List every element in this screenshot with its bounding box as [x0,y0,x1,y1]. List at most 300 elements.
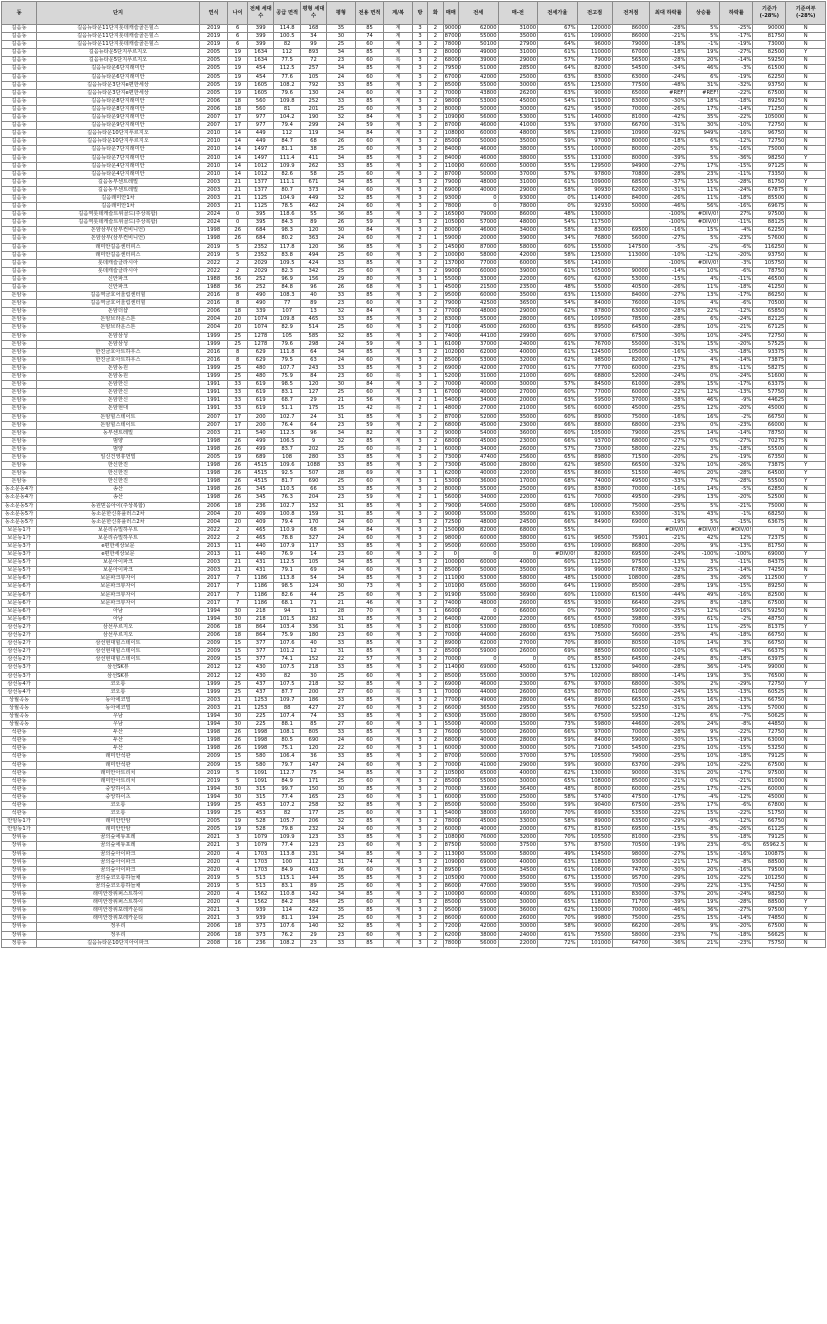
cell-built-year: 2003 [199,186,228,194]
cell-drop-rate: -14% [720,57,753,65]
cell-built-year: 2020 [199,850,228,858]
cell-drop-rate: -6% [720,267,753,275]
cell-max-drop: -25% [650,607,687,615]
cell-jeonse: 50000 [458,753,498,761]
cell-gap: 39000 [498,235,538,243]
cell-total-households: 528 [248,826,274,834]
cell-jeonse: 55000 [458,316,498,324]
cell-pyeong: 32 [327,680,356,688]
cell-drop-rate: -28% [720,899,753,907]
cell-built-year: 1998 [199,235,228,243]
cell-rooms: 3 [412,599,427,607]
cell-stair-corridor: 계 [384,907,413,915]
cell-jeonse-ratio: 56% [538,712,578,720]
cell-complex: 래미안석관 [37,761,200,769]
cell-rise-rate: 19% [687,899,720,907]
cell-type-households: 200 [300,688,326,696]
cell-max-drop: -5% [650,243,687,251]
table-row [2,146,826,154]
cell-low: 63500 [612,818,649,826]
cell-total-households: 409 [248,510,274,518]
cell-pyeong: 34 [327,769,356,777]
cell-age: 3 [228,834,248,842]
cell-jeonse: 55000 [458,486,498,494]
cell-type-households: 30 [300,672,326,680]
cell-pyeong: 31 [327,413,356,421]
cell-stair-corridor: 계 [384,138,413,146]
cell-dong: 길음동 [2,49,37,57]
cell-jeonse-ratio: 60% [538,559,578,567]
cell-stair-corridor: 계 [384,769,413,777]
cell-supply-area: 105 [274,332,300,340]
cell-sale-price: 70000 [444,656,462,663]
cell-jeonse-ratio: 58% [538,793,578,801]
cell-pyeong: 22 [327,656,356,664]
cell-rise-rate: 17% [687,162,720,170]
table-row [2,65,826,73]
cell-gap: 26000 [498,445,538,453]
cell-pyeong: 25 [327,324,356,332]
cell-type-households: 68 [300,138,326,146]
cell-total-households: 431 [248,567,274,575]
cell-drop-rate: -27% [720,49,753,57]
cell-total-households: 377 [248,648,274,656]
cell-exclusive-area: 60 [355,793,384,801]
table-row [2,445,826,453]
cell-max-drop: -24% [650,373,687,381]
cell-drop-rate: -14% [720,915,753,923]
cell-dong: 석관동 [2,802,37,810]
cell-complex: 정우리 [37,923,200,931]
cell-jeonse-ratio: 68% [538,502,578,510]
table-row [2,551,826,559]
table-row [2,907,826,915]
cell-rooms: 3 [412,73,427,81]
cell-base-flag: N [786,235,826,243]
cell-rooms: 3 [412,186,427,194]
cell-peak: 55000 [577,284,612,292]
cell-peak: 89000 [577,818,612,826]
cell-exclusive-area: 59 [355,421,384,429]
cell-built-year: 1999 [199,332,228,340]
cell-age: 5 [228,874,248,882]
cell-jeonse-ratio: 60% [538,891,578,899]
cell-type-households: 792 [300,81,326,89]
cell-max-drop: -14% [650,267,687,275]
cell-type-households: 120 [300,745,326,753]
cell-rooms: 3 [412,931,427,939]
cell-complex: 길음동부센트레빌 [37,178,200,186]
cell-max-drop: -24% [650,688,687,696]
cell-stair-corridor: 계 [384,915,413,923]
cell-built-year: 2020 [199,866,228,874]
cell-max-drop: -27% [650,235,687,243]
cell-complex: 한신한진 [37,478,200,486]
cell-total-households: 218 [248,607,274,615]
cell-stair-corridor: 계 [384,518,413,526]
cell-exclusive-area: 85 [355,680,384,688]
table-row [2,348,826,356]
cell-complex: 길음역금호어울림센터힐 [37,292,200,300]
cell-peak: 90000 [577,89,612,97]
cell-age: 33 [228,397,248,405]
cell-drop-rate: 27% [720,211,753,219]
cell-bathrooms: 2 [428,413,443,421]
cell-type-households: 40 [300,292,326,300]
cell-rooms: 3 [412,769,427,777]
cell-jeonse-ratio: 65% [538,899,578,907]
cell-bathrooms: 2 [428,858,443,866]
cell-age: 25 [228,688,248,696]
cell-pyeong: 26 [327,284,356,292]
cell-base-price: 52500 [753,494,786,502]
cell-peak: 115000 [577,292,612,300]
cell-rise-rate: 0% [687,777,720,785]
cell-total-households: 409 [248,518,274,526]
cell-sale-price: 68000 [444,737,462,744]
cell-bathrooms: 2 [428,842,443,850]
cell-rooms: 3 [412,923,427,931]
header-pyeong: 평형 [327,2,356,25]
cell-jeonse-ratio: 69% [538,648,578,656]
cell-rise-rate: 5% [687,518,720,526]
cell-stair-corridor: 계 [384,437,413,445]
cell-drop-rate: -8% [720,858,753,866]
cell-bathrooms: 2 [428,332,443,340]
cell-complex: 길음뉴타운8단지래미안 [37,105,200,113]
cell-complex: 우남 [37,721,200,729]
cell-jeonse-ratio: 68% [538,478,578,486]
cell-complex: 돈암동원 [37,373,200,381]
table-row [2,397,826,405]
cell-rooms: 3 [412,486,427,494]
cell-built-year: 2013 [199,551,228,559]
cell-base-price: 58275 [753,364,786,372]
cell-total-households: 1605 [248,81,274,89]
cell-base-flag: N [786,429,826,437]
cell-complex: 래미안아트리치 [37,769,200,777]
cell-built-year: 1994 [199,615,228,623]
cell-rise-rate: 49% [687,591,720,599]
cell-dong: 길음동 [2,65,37,73]
cell-low: 64700 [612,939,649,947]
cell-max-drop: -36% [650,939,687,947]
cell-bathrooms: 2 [428,194,443,202]
cell-dong: 장위동 [2,899,37,907]
cell-bathrooms: 2 [428,203,443,211]
cell-gap: 35000 [498,33,538,41]
cell-jeonse-ratio: 73% [538,721,578,729]
cell-max-drop: -28% [650,381,687,389]
cell-built-year: 2004 [199,324,228,332]
cell-supply-area: 84.9 [274,777,300,785]
cell-base-price: 66750 [753,640,786,648]
cell-built-year: 2003 [199,704,228,712]
cell-drop-rate: -18% [720,445,753,453]
cell-pyeong: 30 [327,33,356,41]
cell-rooms: 3 [412,842,427,850]
cell-built-year: 1999 [199,364,228,372]
cell-complex: 신안파크 [37,275,200,283]
cell-base-flag: Y [786,478,826,486]
cell-built-year: 2021 [199,907,228,915]
cell-built-year: 1991 [199,397,228,405]
cell-gap: 32000 [498,834,538,842]
cell-stair-corridor: 계 [384,874,413,882]
cell-bathrooms: 2 [428,939,443,947]
cell-max-drop: -28% [650,664,687,672]
cell-low: 67500 [612,332,649,340]
cell-exclusive-area: 85 [355,49,384,57]
cell-sale-price: 0 [443,551,458,559]
cell-built-year: 1994 [199,793,228,801]
cell-bathrooms: 2 [428,122,443,130]
cell-rooms: 3 [412,429,427,437]
cell-complex: 동소문한신휴플러스2차 [37,510,200,518]
cell-age: 6 [228,41,248,49]
cell-rooms: 3 [412,138,427,146]
cell-gap: 23000 [498,437,538,445]
cell-jeonse-ratio: 61% [538,866,578,874]
cell-sale-price: 85000 [444,567,462,574]
cell-type-households: 182 [300,615,326,623]
cell-jeonse: 34000 [458,397,498,405]
cell-built-year: 2021 [199,842,228,850]
cell-exclusive-area: 60 [355,591,384,599]
cell-jeonse: 57000 [458,219,498,227]
cell-total-households: 377 [248,656,274,664]
cell-total-households: 580 [248,753,274,761]
cell-age: 26 [228,462,248,470]
cell-gap: 38000 [498,534,538,542]
cell-supply-area: 108.3 [274,292,300,300]
cell-rise-rate: -8% [687,826,720,834]
cell-base-flag: N [786,251,826,259]
cell-built-year: 2006 [199,931,228,939]
header-sale-price: 매매 [443,2,458,25]
cell-age: 21 [228,203,248,211]
cell-rise-rate: -2% [687,243,720,251]
cell-max-drop: -28% [650,575,687,583]
cell-base-flag: N [786,810,826,818]
cell-rise-rate: 56% [687,203,720,211]
cell-peak: 69000 [577,810,612,818]
cell-jeonse: 46000 [458,227,498,235]
cell-sale-price: 70000 [444,785,462,792]
cell-type-households: 258 [300,802,326,810]
cell-rooms: 3 [412,510,427,518]
cell-bathrooms: 2 [428,599,443,607]
cell-drop-rate: -12% [720,138,753,146]
cell-built-year: 1988 [199,284,228,292]
cell-sale-price: 77000 [444,696,462,703]
cell-total-households: 629 [248,356,274,364]
cell-base-flag: N [786,761,826,769]
cell-dong: 동소문동5가 [2,518,37,526]
cell-complex: 길음뉴타운4단지래미안 [37,162,200,170]
table-row [2,882,826,890]
cell-pyeong: 24 [327,235,356,243]
cell-built-year: 2022 [199,534,228,542]
cell-jeonse-ratio: 62% [538,105,578,113]
cell-jeonse: 60000 [458,891,498,899]
cell-built-year: 2016 [199,348,228,356]
cell-gap: 28500 [498,65,538,73]
cell-dong: 석관동 [2,729,37,737]
cell-low: 63700 [612,761,649,769]
cell-age: 26 [228,729,248,737]
cell-jeonse: 54000 [458,502,498,510]
cell-pyeong: 33 [327,97,356,105]
cell-built-year: 2004 [199,316,228,324]
cell-base-flag: N [786,348,826,356]
cell-max-drop: -30% [650,332,687,340]
cell-stair-corridor: 계 [384,632,413,640]
cell-complex: 두산 [37,729,200,737]
cell-max-drop: -21% [650,858,687,866]
cell-base-price: 66750 [753,413,786,421]
header-drop-rate: 하락률 [720,2,753,25]
cell-stair-corridor: 계 [384,211,413,219]
cell-supply-area: 117.8 [274,243,300,251]
table-row [2,138,826,146]
cell-total-households: 2029 [248,267,274,275]
cell-stair-corridor: 계 [384,41,413,49]
cell-base-price: 82500 [753,591,786,599]
cell-gap: 40000 [498,559,538,567]
cell-supply-area: 82.6 [274,170,300,178]
cell-rise-rate: 10% [687,324,720,332]
cell-gap: 27000 [498,364,538,372]
cell-peak: 79000 [577,607,612,615]
cell-rise-rate: 5% [687,834,720,842]
cell-rise-rate: 7% [687,478,720,486]
cell-low: 68000 [612,421,649,429]
cell-pyeong: 23 [327,632,356,640]
cell-max-drop: -31% [650,340,687,348]
cell-age: 8 [228,292,248,300]
cell-pyeong: 24 [327,186,356,194]
cell-base-flag: N [786,559,826,567]
cell-jeonse-ratio: 60% [538,591,578,599]
cell-pyeong: 36 [327,211,356,219]
cell-rise-rate: 5% [687,154,720,162]
cell-built-year: 2003 [199,203,228,211]
cell-exclusive-area: 85 [355,648,384,656]
cell-gap: 41000 [498,122,538,130]
cell-base-price: 44850 [753,721,786,729]
cell-type-households: 424 [300,259,326,267]
cell-jeonse-ratio: 54% [538,300,578,308]
cell-pyeong: 25 [327,267,356,275]
cell-rise-rate: -4% [687,793,720,801]
cell-total-households: 1562 [248,891,274,899]
cell-sale-price: 81000 [444,623,462,630]
cell-rooms: 3 [412,688,427,696]
cell-total-households: 1186 [248,583,274,591]
cell-base-flag: N [786,421,826,429]
cell-built-year: 2007 [199,114,228,122]
cell-supply-area: 83.7 [274,445,300,453]
cell-base-price: 105750 [753,259,786,267]
cell-age: 14 [228,130,248,138]
cell-base-price: 75000 [753,502,786,510]
cell-drop-rate: -22% [720,89,753,97]
cell-rooms: 3 [412,874,427,882]
table-row [2,194,826,202]
header-low: 전저점 [612,2,649,25]
cell-exclusive-area: 85 [355,81,384,89]
cell-stair-corridor: 계 [384,340,413,348]
cell-max-drop: -12% [650,712,687,720]
cell-drop-rate: -24% [720,891,753,899]
cell-exclusive-area: 85 [355,785,384,793]
cell-stair-corridor: 계 [384,356,413,364]
cell-base-flag: N [786,33,826,41]
cell-bathrooms: 2 [428,850,443,858]
cell-gap: 30000 [498,745,538,753]
cell-exclusive-area: 85 [355,292,384,300]
cell-built-year: 2009 [199,656,228,664]
cell-low: 69500 [612,227,649,235]
cell-sale-price: 150000 [444,526,465,533]
cell-total-households: 218 [248,615,274,623]
cell-drop-rate: -6% [720,243,753,251]
cell-pyeong: 27 [327,721,356,729]
table-row [2,105,826,113]
cell-base-flag: N [786,534,826,542]
cell-bathrooms: 2 [428,672,443,680]
cell-pyeong: 33 [327,664,356,672]
cell-exclusive-area: 85 [355,664,384,672]
cell-jeonse-ratio: 56% [538,130,578,138]
cell-sale-price: 100000 [444,559,465,566]
cell-rise-rate: 20% [687,57,720,65]
cell-sale-price: 55000 [444,721,462,728]
cell-type-households: 14 [300,551,326,559]
cell-supply-area: 106.5 [274,437,300,445]
table-row [2,389,826,397]
cell-total-households: 1634 [248,49,274,57]
cell-jeonse-ratio: 60% [538,413,578,421]
cell-supply-area: 108.2 [274,939,300,947]
cell-low: 69500 [612,551,649,559]
cell-age: 26 [228,227,248,235]
cell-built-year: 2006 [199,308,228,316]
cell-jeonse: 45000 [458,462,498,470]
cell-built-year: 1988 [199,275,228,283]
cell-exclusive-area: 46 [355,599,384,607]
cell-jeonse-ratio: 34% [538,235,578,243]
cell-bathrooms: 2 [428,324,443,332]
table-row [2,923,826,931]
cell-sale-price: 68000 [444,421,462,428]
cell-age: 21 [228,704,248,712]
cell-exclusive-area: 60 [355,899,384,907]
cell-max-drop: -100% [650,259,687,267]
cell-sale-price: 95000 [444,292,462,299]
cell-drop-rate: -20% [720,405,753,413]
cell-max-drop: -29% [650,494,687,502]
cell-drop-rate: -20% [720,251,753,259]
cell-sale-price: 83000 [444,316,462,323]
cell-gap: 34500 [498,866,538,874]
cell-supply-area: 107.6 [274,640,300,648]
cell-jeonse-ratio: 56% [538,259,578,267]
cell-drop-rate: -15% [720,745,753,753]
cell-low: 70000 [612,105,649,113]
cell-dong: 석관동 [2,785,37,793]
